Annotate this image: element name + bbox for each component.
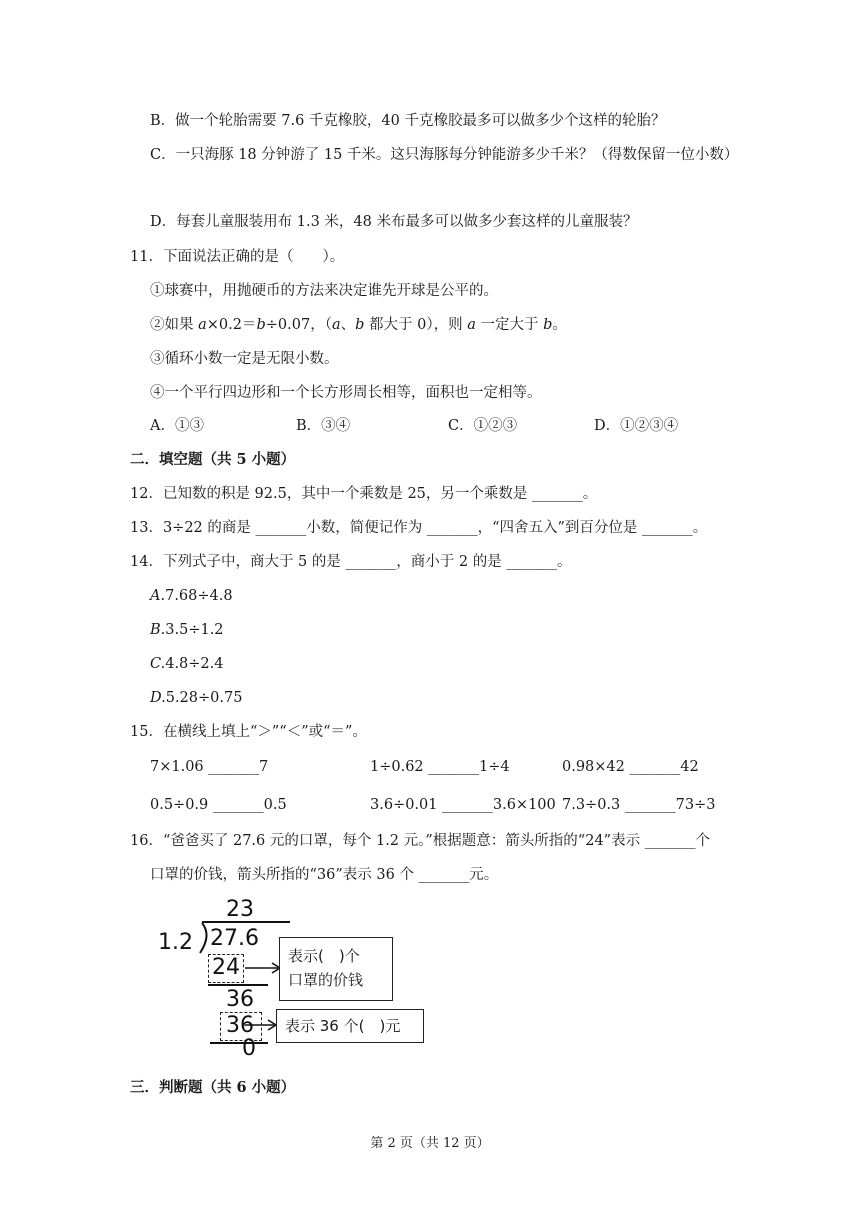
q11-statement-2: ②如果 a×0.2＝b÷0.07，（a、b 都大于 0），则 a 一定大于 b。 — [150, 317, 567, 333]
q15-item: 7.3÷0.3 _______73÷3 — [562, 797, 716, 813]
q10-option-d: D．每套儿童服装用布 1.3 米，48 米布最多可以做多少套这样的儿童服装？ — [150, 214, 638, 230]
q11-statement-1: ①球赛中，用抛硬币的方法来决定谁先开球是公平的。 — [150, 283, 498, 299]
q15-stem: 15．在横线上填上“＞”“＜”或“＝”。 — [130, 724, 367, 740]
remainder: 36 — [226, 987, 254, 1012]
section-3-heading: 三．判断题（共 6 小题） — [130, 1079, 296, 1096]
divisor: 1.2 — [158, 930, 193, 955]
q14-option-c: C.4.8÷2.4 — [150, 656, 224, 672]
q11-statement-4: ④一个平行四边形和一个长方形周长相等，面积也一定相等。 — [150, 385, 542, 401]
section-2-heading: 二．填空题（共 5 小题） — [130, 451, 296, 468]
q14-option-b: B.3.5÷1.2 — [150, 622, 224, 638]
long-division-diagram — [150, 895, 440, 1065]
q11-option-b: B．③④ — [296, 418, 351, 434]
q14-stem: 14．下列式子中，商大于 5 的是 _______，商小于 2 的是 _______。 — [130, 554, 572, 570]
q11-option-d: D．①②③④ — [594, 418, 679, 434]
q16-line-2: 口罩的价钱，箭头所指的“36”表示 36 个 _______元。 — [150, 867, 499, 883]
q11-stem: 11．下面说法正确的是（ ）。 — [130, 249, 345, 265]
step-2-product: 36 — [226, 1013, 254, 1038]
q10-option-b: B．做一个轮胎需要 7.6 千克橡胶，40 千克橡胶最多可以做多少个这样的轮胎？ — [150, 113, 666, 129]
final-remainder: 0 — [242, 1036, 256, 1061]
q12: 12．已知数的积是 92.5，其中一个乘数是 25，另一个乘数是 _______。 — [130, 486, 598, 502]
q10-option-c: C．一只海豚 18 分钟游了 15 千米。这只海豚每分钟能游多少千米？（得数保留一位小数） — [150, 147, 739, 163]
dividend: 27.6 — [210, 926, 259, 951]
box-2-text: 表示 36 个( )元 — [285, 1017, 401, 1035]
annotation-box-2 — [276, 1009, 424, 1043]
q11-statement-3: ③循环小数一定是无限小数。 — [150, 351, 339, 367]
q14-option-d: D.5.28÷0.75 — [150, 690, 243, 706]
q15-item: 1÷0.62 _______1÷4 — [370, 759, 510, 775]
q13: 13．3÷22 的商是 _______小数，简便记作为 _______，“四舍五入”到百分位是 _______。 — [130, 520, 708, 536]
q16-line-1: 16．“爸爸买了 27.6 元的口罩，每个 1.2 元。”根据题意：箭头所指的“24”表示 _______个 — [130, 833, 710, 849]
q11-option-a: A．①③ — [150, 418, 204, 434]
step-1-product: 24 — [212, 955, 240, 980]
page-footer: 第 2 页（共 12 页） — [370, 1136, 490, 1151]
q11-option-c: C．①②③ — [448, 418, 518, 434]
annotation-box-1 — [279, 937, 393, 1001]
q15-item: 0.98×42 _______42 — [562, 759, 699, 775]
q14-option-a: A.7.68÷4.8 — [150, 588, 233, 604]
q15-item: 0.5÷0.9 _______0.5 — [150, 797, 287, 813]
q15-item: 7×1.06 _______7 — [150, 759, 269, 775]
q15-item: 3.6÷0.01 _______3.6×100 — [370, 797, 556, 813]
box-1-line-2: 口罩的价钱 — [288, 971, 364, 989]
box-1-line-1: 表示( )个 — [288, 947, 360, 965]
quotient: 23 — [226, 897, 254, 922]
